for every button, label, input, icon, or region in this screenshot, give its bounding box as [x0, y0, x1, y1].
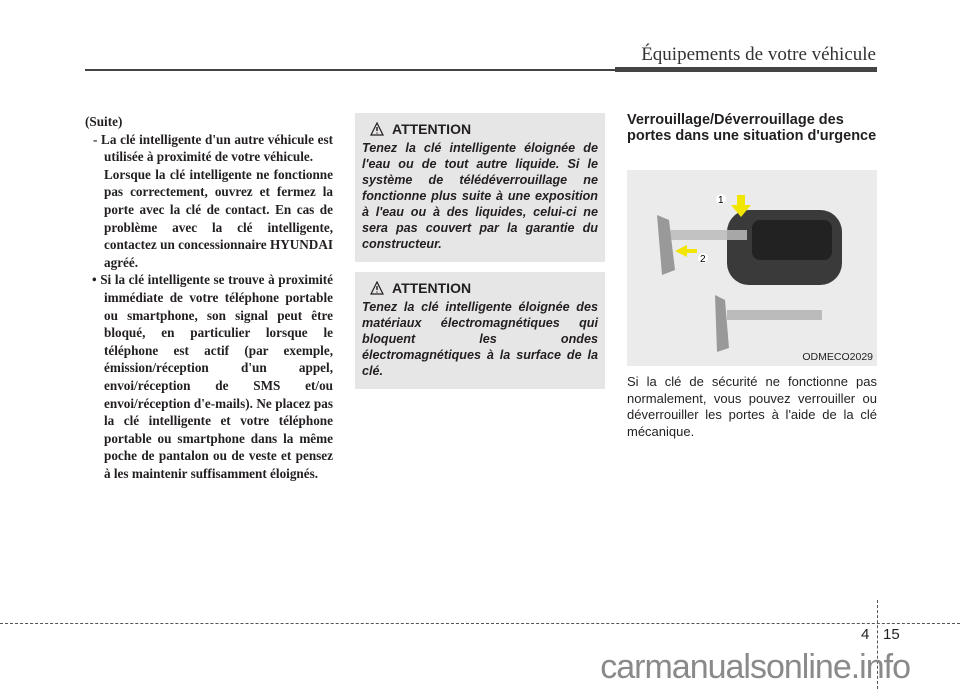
figure-caption: ODMECO2029: [802, 351, 873, 363]
attention-box-2: [355, 272, 605, 389]
header-rule-thick: [615, 67, 877, 72]
item2: • Si la clé intelligente se trouve à proximité immédiate de votre téléphone portable ou smartphone, son signal peut être bloqué, en particulier lorsque le téléphone est actif (par exemple, émission/réception d'un appel, envoi/réception de SMS et/ou envoi/réception d'e-mails). Ne placez pas la clé intelligente et votre téléphone portable ou smartphone dans la même poche de pantalon ou de veste et pensez à les maintenir suffisamment éloignés.: [92, 272, 333, 481]
attention-text: Tenez la clé intelligente éloignée des matériaux électromagnétiques qui bloquent les ondes électromagnétiques à la surface de la clé.: [362, 300, 598, 378]
attention-box-1: [355, 113, 605, 262]
header-title: Équipements de votre véhicule: [641, 44, 876, 65]
right-body: Si la clé de sécurité ne fonctionne pas normalement, vous pouvez verrouiller ou déverrouiller les portes à l'aide de la clé mécanique.: [627, 374, 877, 439]
smart-key-illustration: [627, 170, 877, 366]
page-number: 15: [883, 626, 900, 643]
suite-label: (Suite): [85, 114, 123, 129]
attention-title: ATTENTION: [392, 121, 472, 137]
section-heading: Verrouillage/Déverrouillage des portes dans une situation d'urgence: [627, 112, 877, 144]
label-2: 2: [700, 254, 706, 265]
label-1: 1: [718, 195, 724, 206]
item1: - La clé intelligente d'un autre véhicule est utilisée à proximité de votre véhicule.: [93, 131, 333, 165]
footer-rule: [0, 623, 960, 624]
warning-icon: [370, 281, 384, 295]
attention-text: Tenez la clé intelligente éloignée de l'eau ou de tout autre liquide. Si le système de télédéverrouillage ne fonctionne plus suite à une exposition à l'eau ou à des liquides, celui-ci ne sera pas couvert par la garantie du constructeur.: [362, 141, 598, 251]
left-column: [85, 113, 333, 482]
warning-icon: [370, 122, 384, 136]
item1-detail: Lorsque la clé intelligente ne fonctionne pas correctement, ouvrez et fermez la porte avec la clé de contact. En cas de problème avec la clé intelligente, contactez un concessionnaire HYUNDAI agréé.: [104, 166, 333, 270]
attention-title: ATTENTION: [392, 280, 472, 296]
watermark: carmanualsonline.info: [600, 648, 910, 686]
smart-key-figure: [627, 170, 877, 366]
right-column: [627, 112, 877, 144]
chapter-number: 4: [861, 626, 870, 643]
